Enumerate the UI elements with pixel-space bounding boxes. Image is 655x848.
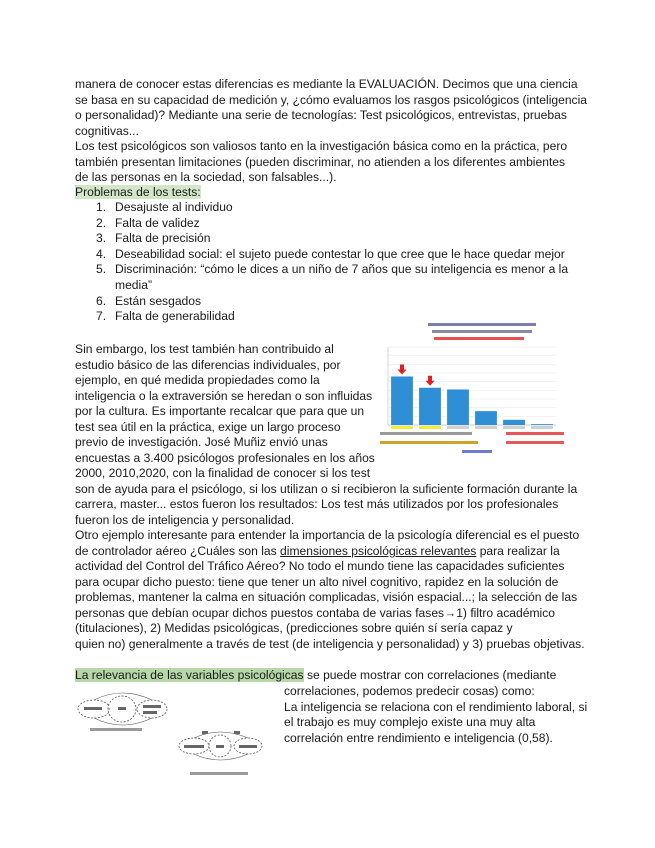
list-number: 7.: [96, 309, 107, 324]
intro-line: o personalidad)? Mediante una serie de tecnologías: Test psicológicos, entrevistas, pruebas: [75, 108, 567, 122]
relevance-line: correlación entre rendimiento e inteligencia (0,58).: [284, 731, 553, 745]
list-number: 3.: [96, 231, 107, 246]
contribution-line: son de ayuda para el psicólogo, si los utilizan o si recibieron la suficiente formación durante la: [75, 482, 578, 496]
list-item-text: Deseabilidad social: el sujeto puede contestar lo que cree que le hace quedar mejor: [115, 246, 565, 261]
contribution-line: previo de investigación. José Muñiz envió unas: [75, 435, 328, 449]
problems-heading: [75, 185, 201, 201]
contribution-line: por la cultura. Es importante recalcar que para que un: [75, 404, 365, 418]
intro-line: cognitivas...: [75, 124, 139, 138]
footnote-blur: [506, 432, 564, 435]
controller-text: para realizar la: [476, 544, 560, 558]
intro-line: se basa en su capacidad de medición y, ¿cómo evaluamos los rasgos psicológicos (inteligencia: [75, 93, 588, 107]
correlation-diagram-2: [176, 730, 268, 776]
node-label-blur: [216, 745, 224, 748]
bar-otros: [503, 420, 525, 425]
list-item-text: Discriminación: “cómo le dices a un niño de 7 años que su inteligencia es menor a la: [115, 262, 569, 277]
value-line: también presentan limitaciones (pueden discriminar, no atienden a los diferentes ambientes: [75, 155, 566, 169]
relevance-highlight: La relevancia de las variables psicológicas: [75, 668, 304, 682]
controller-line: quien no) generalmente a través de test (de inteligencia y personalidad) y 3) pruebas objetivas.: [75, 637, 585, 651]
node-label-blur: [239, 745, 257, 748]
node-label-blur: [84, 707, 102, 710]
controller-line: personas que debían ocupar dichos puestos contaba de varias fases→1) filtro académico: [75, 606, 556, 620]
diagram-node: [137, 700, 167, 718]
list-item: [96, 200, 568, 216]
value-line: de las personas en la sociedad, son falsables...).: [75, 170, 337, 184]
list-item: [96, 216, 568, 232]
chart-gridlines: [388, 347, 556, 416]
contribution-line: Sin embargo, los test también han contribuido al: [75, 342, 334, 356]
bar-proyectivos: [475, 411, 497, 425]
contribution-line: carrera, master... estos fueron los resultados: Los test más utilizados por los profesionales: [75, 497, 559, 511]
contribution-line: 2000, 2010,2020, con la finalidad de conocer si los test: [75, 466, 371, 480]
relevance-line: correlaciones, podemos predecir cosas) como:: [284, 684, 535, 698]
controller-line: para ocupar dicho puesto: tiene que tener un alto nivel cognitivo, rapidez en la solución de: [75, 575, 559, 589]
tick-label-neuropsicológicos: [447, 426, 469, 429]
list-number: 5.: [96, 262, 107, 277]
problems-list: [96, 200, 568, 325]
highlight-arrow: [426, 376, 435, 386]
contribution-line: encuestas a 3.400 psicólogos profesionales en los años: [75, 451, 375, 465]
node-label-blur: [118, 707, 126, 710]
list-number: 6.: [96, 293, 107, 308]
list-item-text: Falta de validez: [115, 215, 200, 230]
contribution-line: estudio básico de las diferencias individuales, por: [75, 358, 341, 372]
controller-line: Otro ejemplo interesante para entender la importancia de la psicología diferencial es el puesto: [75, 528, 580, 542]
footnote-blur: [506, 441, 564, 444]
controller-line: actividad del Control del Tráfico Aéreo? No todo el mundo tiene las capacidades suficientes: [75, 559, 565, 573]
caption-blur: [428, 323, 536, 326]
list-item-text: Falta de generabilidad: [115, 309, 235, 324]
bar-clínicos: [531, 424, 553, 425]
bar-inteligencia: [391, 376, 413, 425]
edge-label-blur: [202, 731, 208, 734]
contribution-line: fueron los de inteligencia y personalidad.: [75, 513, 295, 527]
value-line: Los test psicológicos son valiosos tanto en la investigación básica como en la práctica, pero: [75, 139, 568, 153]
tick-label-clínicos: [531, 426, 553, 429]
relevance-text: se puede mostrar con correlaciones (mediante: [303, 668, 557, 682]
diagram-caption-blur: [190, 772, 248, 775]
footnote-blur: [380, 432, 472, 435]
contribution-line: inteligencia o la extraversión se heredan o son influidas: [75, 389, 373, 403]
list-item: [96, 231, 568, 247]
list-item-text: Falta de precisión: [115, 231, 211, 246]
edge-label-blur: [234, 731, 240, 734]
relevance-line: [75, 668, 556, 684]
contribution-line: ejemplo, en qué medida propiedades como la: [75, 373, 320, 387]
list-number: 1.: [96, 200, 107, 214]
problems-heading-text: Problemas de los tests:: [75, 185, 201, 199]
list-number: 4.: [96, 246, 107, 261]
tick-label-inteligencia: [391, 426, 413, 429]
node-label-blur: [143, 711, 157, 714]
relevance-line: el trabajo es muy complejo existe una muy alta: [284, 715, 536, 729]
list-item: [96, 262, 568, 293]
list-item-text: media”: [115, 277, 152, 292]
bar-neuropsicológicos: [447, 389, 469, 425]
relevance-line: La inteligencia se relaciona con el rendimiento laboral, si: [284, 700, 588, 714]
node-label-blur: [184, 745, 204, 748]
tests-usage-chart: [376, 322, 576, 457]
controller-line: [75, 544, 560, 560]
controller-line: (titulaciones), 2) Medidas psicológicas, (predicciones sobre quién sí sería capaz y: [75, 621, 513, 635]
list-number: 2.: [96, 215, 107, 230]
caption-blur: [432, 330, 532, 333]
tick-label-proyectivos: [475, 426, 497, 429]
tick-label-personalidad: [419, 426, 441, 429]
tick-label-otros: [503, 426, 525, 429]
list-item-text: Están sesgados: [115, 293, 202, 308]
bar-personalidad: [419, 388, 441, 425]
node-label-blur: [143, 705, 161, 708]
list-item-text: Desajuste al individuo: [115, 200, 233, 214]
chart-bars: [391, 376, 553, 429]
correlation-diagram-1: [72, 690, 172, 732]
diagram-caption-blur: [90, 728, 142, 731]
contribution-line: test sea útil en la práctica, exige un largo proceso: [75, 420, 341, 434]
underlined-phrase: dimensiones psicológicas relevantes: [280, 544, 477, 558]
controller-text: de controlador aéreo ¿Cuáles son las: [75, 544, 281, 558]
list-item: [96, 294, 568, 310]
source-blur: [462, 450, 492, 453]
controller-line: problemas, mantener la calma en situación complicadas, visión espacial...; la selección de las: [75, 590, 578, 604]
footnote-blur: [380, 441, 478, 444]
caption-blur: [434, 337, 524, 340]
intro-line: manera de conocer estas diferencias es mediante la EVALUACIÓN. Decimos que una ciencia: [75, 77, 578, 91]
list-item: [96, 247, 568, 263]
